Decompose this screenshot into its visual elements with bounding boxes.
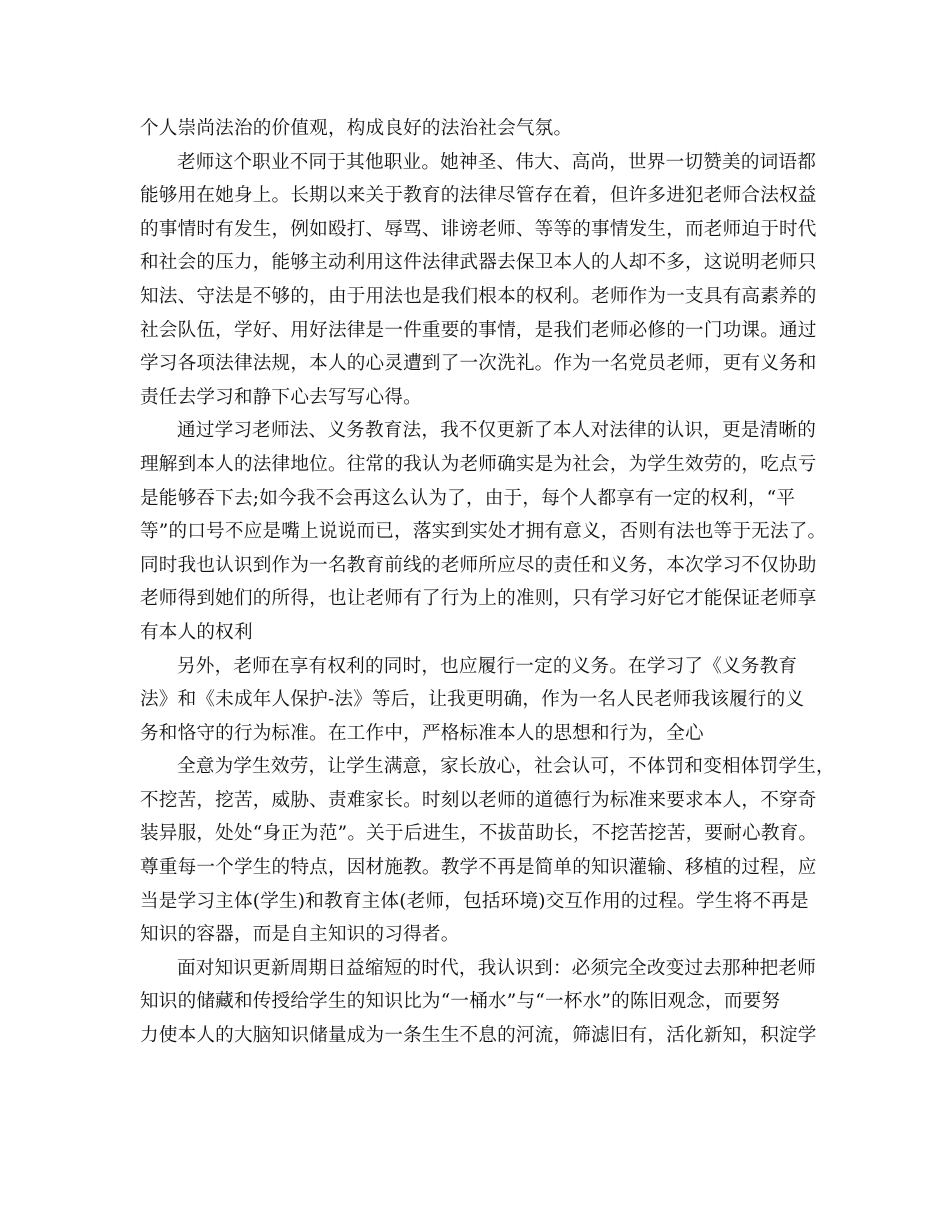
text-line: 不挖苦，挖苦，威胁、责难家长。时刻以老师的道德行为标准来要求本人，不穿奇 [140,789,817,811]
text-line: 个人崇尚法治的价值观，构成良好的法治社会气氛。 [140,118,573,139]
text-line: 尊重每一个学生的特点，因材施教。教学不再是简单的知识灌输、移植的过程，应 [140,857,817,879]
text-line: 老师这个职业不同于其他职业。她神圣、伟大、高尚，世界一切赞美的词语都 [177,151,816,173]
body-text [140,112,835,1053]
text-line: 理解到本人的法律地位。往常的我认为老师确实是为社会，为学生效劳的，吃点亏 [140,453,817,475]
text-line: 通过学习老师法、义务教育法，我不仅更新了本人对法律的认识，更是清晰的 [177,420,816,442]
text-line: 和社会的压力，能够主动利用这件法律武器去保卫本人的人却不多，这说明老师只 [140,252,817,274]
text-line: 社会队伍，学好、用好法律是一件重要的事情，是我们老师必修的一门功课。通过 [140,319,817,341]
text-line: 有本人的权利 [140,621,253,643]
text-line: 是能够吞下去;如今我不会再这么认为了，由于，每个人都享有一定的权利，“平 [140,487,796,509]
text-line: 学习各项法律法规，本人的心灵遭到了一次洗礼。作为一名党员老师，更有义务和 [140,353,817,375]
text-line: 力使本人的大脑知识储量成为一条生生不息的河流，筛滤旧有，活化新知，积淀学 [140,1025,817,1047]
text-line: 的事情时有发生，例如殴打、辱骂、诽谤老师、等等的事情发生，而老师迫于时代 [140,218,817,240]
text-line: 责任去学习和静下心去写写心得。 [140,386,422,408]
text-line: 法》和《未成年人保护-法》等后，让我更明确，作为一名人民老师我该履行的义 [140,689,805,711]
text-line: 能够用在她身上。长期以来关于教育的法律尽管存在着，但许多进犯老师合法权益 [140,185,817,207]
text-line: 老师得到她们的所得，也让老师有了行为上的准则，只有学习好它才能保证老师享 [140,588,817,610]
text-line: 知识的容器，而是自主知识的习得者。 [140,924,460,946]
text-line: 当是学习主体(学生)和教育主体(老师，包括环境)交互作用的过程。学生将不再是 [140,890,809,912]
text-line: 面对知识更新周期日益缩短的时代，我认识到：必须完全改变过去那种把老师 [177,957,816,979]
text-line: 全意为学生效劳，让学生满意，家长放心，社会认可，不体罚和变相体罚学生， [177,756,835,778]
text-line: 务和恪守的行为标准。在工作中，严格标准本人的思想和行为，全心 [140,722,704,744]
text-line: 装异服，处处“身正为范”。关于后进生，不拔苗助长，不挖苦挖苦，要耐心教育。 [140,823,818,845]
text-line: 同时我也认识到作为一名教育前线的老师所应尽的责任和义务，本次学习不仅协助 [140,554,817,576]
text-line: 知法、守法是不够的，由于用法也是我们根本的权利。老师作为一支具有高素养的 [140,285,817,307]
text-line: 另外，老师在享有权利的同时，也应履行一定的义务。在学习了《义务教育 [177,655,798,677]
text-line: 等”的口号不应是嘴上说说而已，落实到实处才拥有意义，否则有法也等于无法了。 [140,521,827,543]
text-line: 知识的储藏和传授给学生的知识比为“一桶水”与“一杯水”的陈旧观念，而要努 [140,991,781,1013]
